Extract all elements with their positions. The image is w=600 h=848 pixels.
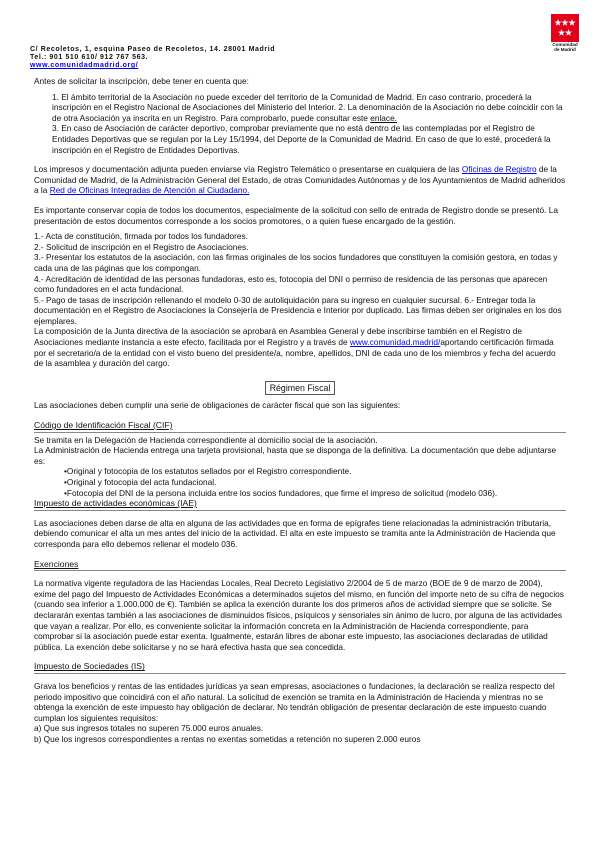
cif-item: • Original y fotocopia de los estatutos sellados por el Registro correspondiente. (34, 466, 566, 477)
section-divider (34, 673, 566, 674)
cif-text-1: Se tramita en la Delegación de Hacienda correspondiente al domicilio social de la asociación. (34, 434, 378, 445)
condition-1-text: 1. El ámbito territorial de la Asociación no puede exceder del territorio de la Comunidad de Madrid. En caso contrario, procederá la inscripción en el Registro Nacional de Asociaciones del Ministerio del Interior. (52, 91, 532, 113)
cif-item: • Fotocopia del DNI de la persona incluida entre los socios fundadores, que firme el impreso de solicitud (modelo 036). (34, 488, 566, 499)
doc-item-2: 2.- Solicitud de inscripción en el Registro de Asociaciones. (34, 241, 249, 252)
main-content (34, 76, 566, 744)
fiscal-title-text: Régimen Fiscal (265, 381, 336, 396)
phone-line: Tel.: 901 510 610/ 912 767 563. (30, 54, 149, 61)
intro-text: Antes de solicitar la inscripción, debe tener en cuenta que: (34, 76, 249, 86)
address-header (30, 46, 450, 70)
condition-3-text: 3. En caso de Asociación de carácter deportivo, comprobar previamente que no está dentro de las contempladas por el Registro de Entidades Deportivas que se regulan por la Ley 15/1994, del Deporte de la Comunidad de Madrid. En caso de que lo esté, procederá la inscripción en el Registro de Entidades Deportivas. (52, 123, 551, 155)
comunidad-de-madrid-logo (547, 14, 583, 52)
fiscal-intro: Las asociaciones deben cumplir una serie de obligaciones de carácter fiscal que son las siguientes: (34, 400, 401, 411)
doc-item-5-6: 5.- Pago de tasas de inscripción rellenando el modelo 0-30 de autoliquidación para su ingreso en cualquier sucursal. 6.- Entregar toda la documentación en el Registro de Asociaciones la Consejería de Presidencia e Interior por duplicado. Las firmas deben ser originales en los dos ejemplares. (34, 294, 562, 326)
logo-text-line1: Comunidad (552, 42, 578, 47)
sociedades-req-a: a) Que sus ingresos totales no superen 75.000 euros anuales. (34, 723, 264, 734)
exenciones-title: Exenciones (34, 558, 79, 569)
section-divider (34, 570, 566, 571)
red-oficinas-link[interactable]: Red de Oficinas Integradas de Atención al Ciudadano. (49, 185, 250, 196)
logo-text-line2: de Madrid (554, 47, 576, 52)
sociedades-title: Impuesto de Sociedades (IS) (34, 661, 145, 672)
exenciones-text: La normativa vigente reguladora de las Haciendas Locales, Real Decreto Legislativo 2/2004 de 5 de marzo (BOE de 9 de marzo de 2004), exime del pago del Impuesto de Actividades Económicas a determinados sujetos del mismo, en función del importe neto de su cifra de negocios (cuando sea inferior a 1.000.000 de €). También se aplica la exención durante los dos primeros años de actividad siempre que se solicite. Se declararán exentas también a las asociaciones de disminuidos físicos, psíquicos y sensoriales sin ánimo de lucro, por alguna de las actividades que vayan a realizar. Por ello, es conveniente solicitar la información concreta en la Administración de Hacienda correspondiente, para comprobar si la asociación puede estar exenta. Igualmente, estarán libres de abonar este impuesto, las asociaciones declaradas de utilidad pública. La exención debe solicitarse y no se hará efectiva hasta que sea concedida. (34, 578, 564, 652)
section-divider (34, 510, 566, 511)
board-text-b: aportando certificación firmada por el secretario/a de la entidad con el visto bueno del presidente/a, nombre, apellidos, DNI de cada uno de los miembros y fecha del acuerdo de la asamblea y duración del cargo. (34, 337, 556, 369)
condition-2-text: 2. La denominación de la Asociación no debe coincidir con la de otra Asociación ya inscrita en un Registro. Para comprobarlo, puede consultar este (52, 102, 563, 123)
board-text (34, 326, 566, 368)
address-url-link[interactable]: www.comunidadmadrid.org/ (30, 62, 139, 69)
cif-text-2: La Administración de Hacienda entrega una tarjeta provisional, hasta que se disponga de la definitiva. La documentación que debe adjuntarse es: (34, 445, 557, 466)
copy-note: Es importante conservar copia de todos los documentos, especialmente de la solicitud con sello de entrada de Registro donde se presentó. La presentación de estos documentos corresponde a los socios promotores, o a quien fuese encargado de la gestión. (34, 204, 558, 226)
board-text-a: La composición de la Junta directiva de la asociación se aprobará en Asamblea General y debe inscribirse también en el Registro de Asociaciones mediante instancia a este efecto, facilitada por el Registro y a través de (34, 326, 522, 348)
cif-item: • Original y fotocopia del acta fundacional. (34, 477, 566, 488)
doc-item-4: 4.- Acreditación de identidad de las personas fundadoras, esto es, fotocopia del DNI o permiso de residencia de las personas que aparecen como fundadores en el acta fundacional. (34, 273, 548, 295)
oficinas-registro-link[interactable]: Oficinas de Registro (461, 164, 537, 175)
condition-1-2 (34, 92, 566, 124)
enlace-link[interactable]: enlace. (370, 112, 397, 123)
madrid-flag-icon (551, 14, 579, 42)
submission-text-a: Los impresos y documentación adjunta pueden enviarse vía Registro Telemático o presentarse en cualquiera de las (34, 164, 460, 175)
comunidad-madrid-link[interactable]: www.comunidad.madrid/ (349, 337, 441, 348)
submission-text-b: de la Comunidad de Madrid, de la Administración General del Estado, de otras Comunidades Autónomas y de los Ayuntamientos de Madrid adheridos a la (34, 164, 566, 196)
sociedades-text: Grava los beneficios y rentas de las entidades jurídicas ya sean empresas, asociaciones o fundaciones, la declaración se realiza respecto del periodo impositivo que coincidirá con el año natural. La solicitud de exención se tramita en la Administración de Hacienda y mientras no se obtenga la exención de este impuesto hay obligación de declarar. No tendrán obligación de presentar declaración de este impuesto cuando cumplan los siguientes requisitos: (34, 680, 555, 723)
iae-text: Las asociaciones deben darse de alta en alguna de las actividades que en forma de epígrafes tiene relacionadas la administración tributaria, debiendo comunicar el alta un mes antes del inicio de la actividad. El alta en este impuesto se tramita ante la Administración de Hacienda que corresponda para ello debemos rellenar el modelo 036. (34, 517, 556, 549)
fiscal-title (34, 381, 566, 396)
doc-item-1: 1.- Acta de constitución, firmada por todos los fundadores. (34, 231, 248, 242)
submission-text (34, 164, 566, 196)
cif-title: Código de Identificación Fiscal (CIF) (34, 420, 173, 431)
doc-item-3: 3.- Presentar los estatutos de la asociación, con las firmas originales de los socios fundadores que constituyen la comisión gestora, en todas y cada una de las páginas que los compongan. (34, 252, 558, 273)
section-divider (34, 432, 566, 433)
address-line: C/ Recoletos, 1, esquina Paseo de Recoletos, 14. 28001 Madrid (30, 46, 276, 53)
iae-title: Impuesto de actividades económicas (IAE) (34, 498, 197, 509)
sociedades-req-b: b) Que los ingresos correspondientes a rentas no exentas sometidas a retención no superen 2.000 euros (34, 733, 421, 744)
